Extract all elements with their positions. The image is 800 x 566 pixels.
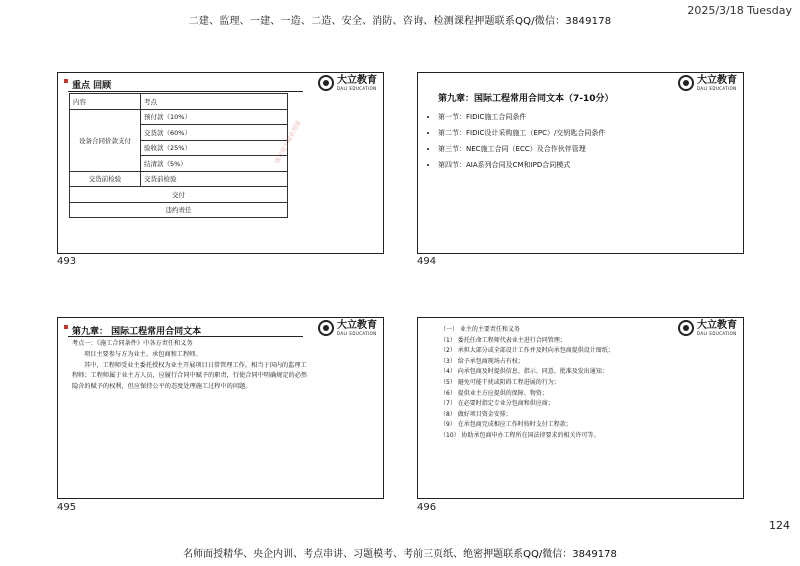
slide-number: 493 (57, 256, 77, 267)
slide-number: 494 (417, 256, 437, 267)
table-cell: 设备合同价款支付 (70, 109, 141, 171)
footer-promo: 名师面授精华、央企内训、考点串讲、习题模考、考前三页纸、绝密押题联系QQ/微信：3849178 (183, 549, 617, 560)
logo-cn: 大立教育 (337, 74, 377, 86)
title-underline (68, 336, 303, 337)
table-cell: 结清款（5%） (141, 156, 288, 172)
list-item: （5） 避免可能干扰或阻碍工程进展的行为； (440, 378, 560, 386)
logo (318, 320, 377, 336)
slide-496 (417, 317, 744, 499)
logo (318, 75, 377, 91)
list-item: • 第一节：FIDIC施工合同条件 (438, 109, 605, 125)
list-item: （8） 做好项目资金安排； (440, 410, 512, 418)
title-underline (68, 91, 303, 92)
list-item: （6） 提供业主方应提供的保障、物资； (440, 389, 548, 397)
slide-495 (57, 317, 384, 499)
table-cell: 交货款（60%） (141, 125, 288, 141)
logo-en: DALI EDUCATION (697, 85, 737, 91)
table-cell: 预付款（10%） (141, 109, 288, 125)
logo (678, 320, 737, 336)
paragraph: 其中，工程师受业主委托授权为业主开展项目日常管理工作，相当于国内的监理工程师；工程师属于业主方人员，应履行合同中赋予的职责，行使合同中明确规定的必然隐含的赋予的权利，但应保持公平的态度处理施工过程中的问题。 (72, 361, 308, 391)
list-item: • 第二节：FIDIC设计采购施工（EPC）/交钥匙合同条件 (438, 125, 605, 141)
table-cell: 违约责任 (70, 202, 288, 218)
slide-number: 495 (57, 502, 77, 513)
logo-cn: 大立教育 (697, 74, 737, 86)
logo-icon (678, 75, 694, 91)
logo-cn: 大立教育 (697, 319, 737, 331)
paragraph: 项目主要参与方为业主、承包商和工程师。 (84, 350, 202, 358)
page-number: 124 (769, 519, 790, 532)
logo (678, 75, 737, 91)
table-cell: 交货前检验 (141, 171, 288, 187)
logo-icon (318, 320, 334, 336)
slide-494 (417, 72, 744, 254)
table-cell: 交货前检验 (70, 171, 141, 187)
slide-body (440, 325, 670, 442)
table-cell: 验收款（25%） (141, 140, 288, 156)
paragraph: 考点一：《施工合同条件》中各方责任和义务 (72, 340, 193, 347)
header-promo: 二建、监理、一建、一造、二造、安全、消防、咨询、检测课程押题联系QQ/微信：3849178 (188, 16, 612, 27)
slide-body (72, 339, 312, 393)
list-item: （3） 给予承包商现场占有权； (440, 357, 524, 365)
list-item: • 第四节：AIA系列合同及CM和IPD合同模式 (438, 157, 605, 173)
title-bullet (64, 79, 68, 83)
table-cell: 交付 (70, 187, 288, 203)
list-item: （1） 委托任命工程师代表业主进行合同管理； (440, 336, 566, 344)
review-table (69, 93, 288, 218)
chapter-title: 第九章：国际工程常用合同文本（7-10分） (438, 94, 614, 104)
watermark: 请勿用于商业用途 (273, 119, 303, 166)
logo-en: DALI EDUCATION (337, 85, 377, 91)
logo-en: DALI EDUCATION (697, 330, 737, 336)
title-bullet (64, 325, 68, 329)
list-item: （7） 在必要时指定专业分包商和供应商； (440, 400, 554, 408)
list-item: （10） 协助承包商申办工程所在国法律要求的相关许可等。 (440, 431, 600, 439)
table-header: 考点 (141, 94, 288, 110)
table-header: 内容 (70, 94, 141, 110)
list-item: • 第三节：NEC施工合同（ECC）及合作伙伴管理 (438, 141, 605, 157)
slide-number: 496 (417, 502, 437, 513)
list-item: （4） 向承包商及时提供信息、指示、同意、批准及发出通知； (440, 368, 608, 376)
list-item: （2） 承担大部分或全部设计工作并及时向承包商提供设计图纸； (440, 347, 614, 355)
logo-cn: 大立教育 (337, 319, 377, 331)
logo-icon (678, 320, 694, 336)
list-item: （一） 业主的主要责任和义务 (440, 326, 520, 333)
list-item: （9） 在承包商完成相应工作时按时支付工程款； (440, 421, 572, 429)
slide-title: 重点 回顾 (72, 81, 112, 91)
section-list (426, 109, 605, 173)
logo-en: DALI EDUCATION (337, 330, 377, 336)
header-date: 2025/3/18 Tuesday (687, 4, 792, 17)
logo-icon (318, 75, 334, 91)
chapter-title: 第九章： 国际工程常用合同文本 (72, 327, 202, 337)
slide-493 (57, 72, 384, 254)
